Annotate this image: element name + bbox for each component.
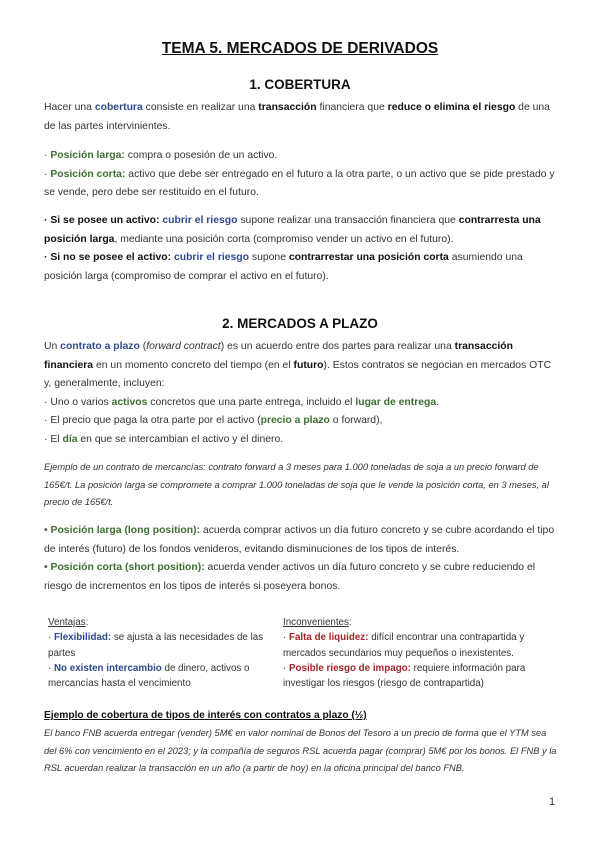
posicion-corta-item: · Posición corta: activo que debe ser entregado en el futuro a la otra parte, o un activo que se pide prestado y se vende, pero debe ser restituido en el futuro. bbox=[44, 168, 555, 198]
list-item: · Posible riesgo de impago: requiere información para investigar los riesgos (riesgo de contrapartida) bbox=[283, 662, 526, 690]
list-item: · No existen intercambio de dinero, activos o mercancías hasta el vencimiento bbox=[48, 662, 250, 690]
cobertura-risk-cases bbox=[44, 212, 556, 286]
si-posee-item: · Si se posee un activo: cubrir el riesgo supone realizar una transacción financiera que contrarresta una posición larga, mediante una posición corta (compromiso vender un activo en el futuro). bbox=[44, 215, 541, 245]
posicion-larga-item: · Posición larga: compra o posesión de un activo. bbox=[44, 150, 278, 161]
page-number: 1 bbox=[549, 796, 556, 808]
ejemplo-heading: Ejemplo de cobertura de tipos de interés con contratos a plazo (½) bbox=[44, 710, 367, 721]
cobertura-positions bbox=[44, 147, 556, 203]
list-item: · Flexibilidad: se ajusta a las necesidades de las partes bbox=[48, 632, 264, 659]
inconvenientes-column bbox=[283, 615, 553, 691]
plazo-intro: Un contrato a plazo (forward contract) es un acuerdo entre dos partes para realizar una transacción financiera en un momento concreto del tiempo (en el futuro). Estos contratos se negocian en mercados OTC y, generalmente, incluyen: · Uno o varios activos concretos que una parte entrega, incluido el lugar de entrega. · El precio que paga la otra parte por el activo (precio a plazo o forward), · El día en que se intercambian el activo y el dinero. bbox=[44, 338, 556, 449]
inconvenientes-heading: Inconvenientes: bbox=[283, 617, 352, 628]
ventajas-heading: Ventajas: bbox=[48, 617, 89, 628]
section-heading-cobertura: 1. COBERTURA bbox=[249, 77, 351, 92]
no-posee-item: · Si no se posee el activo: cubrir el riesgo supone contrarrestar una posición corta asumiendo una posición larga (compromiso de comprar el activo en el futuro). bbox=[44, 252, 523, 282]
position-definitions bbox=[44, 522, 556, 596]
page-title: TEMA 5. MERCADOS DE DERIVADOS bbox=[161, 40, 439, 57]
ejemplo-text: El banco FNB acuerda entregar (vender) 5M€ en valor nominal de Bonos del Tesoro a un precio de forma que el YTM sea del 6% con vencimiento en el 2023; y la compañía de seguros RSL acuerda pagar (comprar) 5M€ por los bonos. El FNB y la RSL acuerdan realizar la transacción en un año (a partir de hoy) en la oficina principal del banco FNB. bbox=[44, 728, 557, 773]
cobertura-definition: Hacer una cobertura consiste en realizar una transacción financiera que reduce o elimina el riesgo de una de las partes intervinientes. bbox=[44, 102, 550, 132]
list-item: · Uno o varios activos concretos que una parte entrega, incluido el lugar de entrega. bbox=[44, 396, 440, 408]
posicion-corta-definition: • Posición corta (short position): acuerda vender activos un día futuro concreto y se cubre reduciendo el riesgo de incrementos en los tipos de interés si poseyera bonos. bbox=[44, 562, 536, 592]
list-item: · El precio que paga la otra parte por el activo (precio a plazo o forward), bbox=[44, 415, 383, 426]
ventajas-column bbox=[48, 615, 268, 691]
list-item: · El día en que se intercambian el activo y el dinero. bbox=[44, 433, 284, 445]
mercancias-example: Ejemplo de un contrato de mercancías: contrato forward a 3 meses para 1.000 toneladas de soja a un precio forward de 165€/t. La posición larga se compromete a comprar 1.000 toneladas de soja que le vende la posición corta, en 3 meses, al precio de 165€/t. bbox=[44, 462, 549, 507]
posicion-larga-definition: • Posición larga (long position): acuerda comprar activos un día futuro concreto y se cubre acordando el tipo de interés (futuro) de los fondos venideros, evitando disminuciones de los tipos de interés. bbox=[44, 525, 555, 555]
section-heading-mercados-plazo: 2. MERCADOS A PLAZO bbox=[222, 316, 378, 331]
list-item: · Falta de liquidez: difícil encontrar una contrapartida y mercados secundarios muy pequeños o inexistentes. bbox=[283, 632, 525, 659]
